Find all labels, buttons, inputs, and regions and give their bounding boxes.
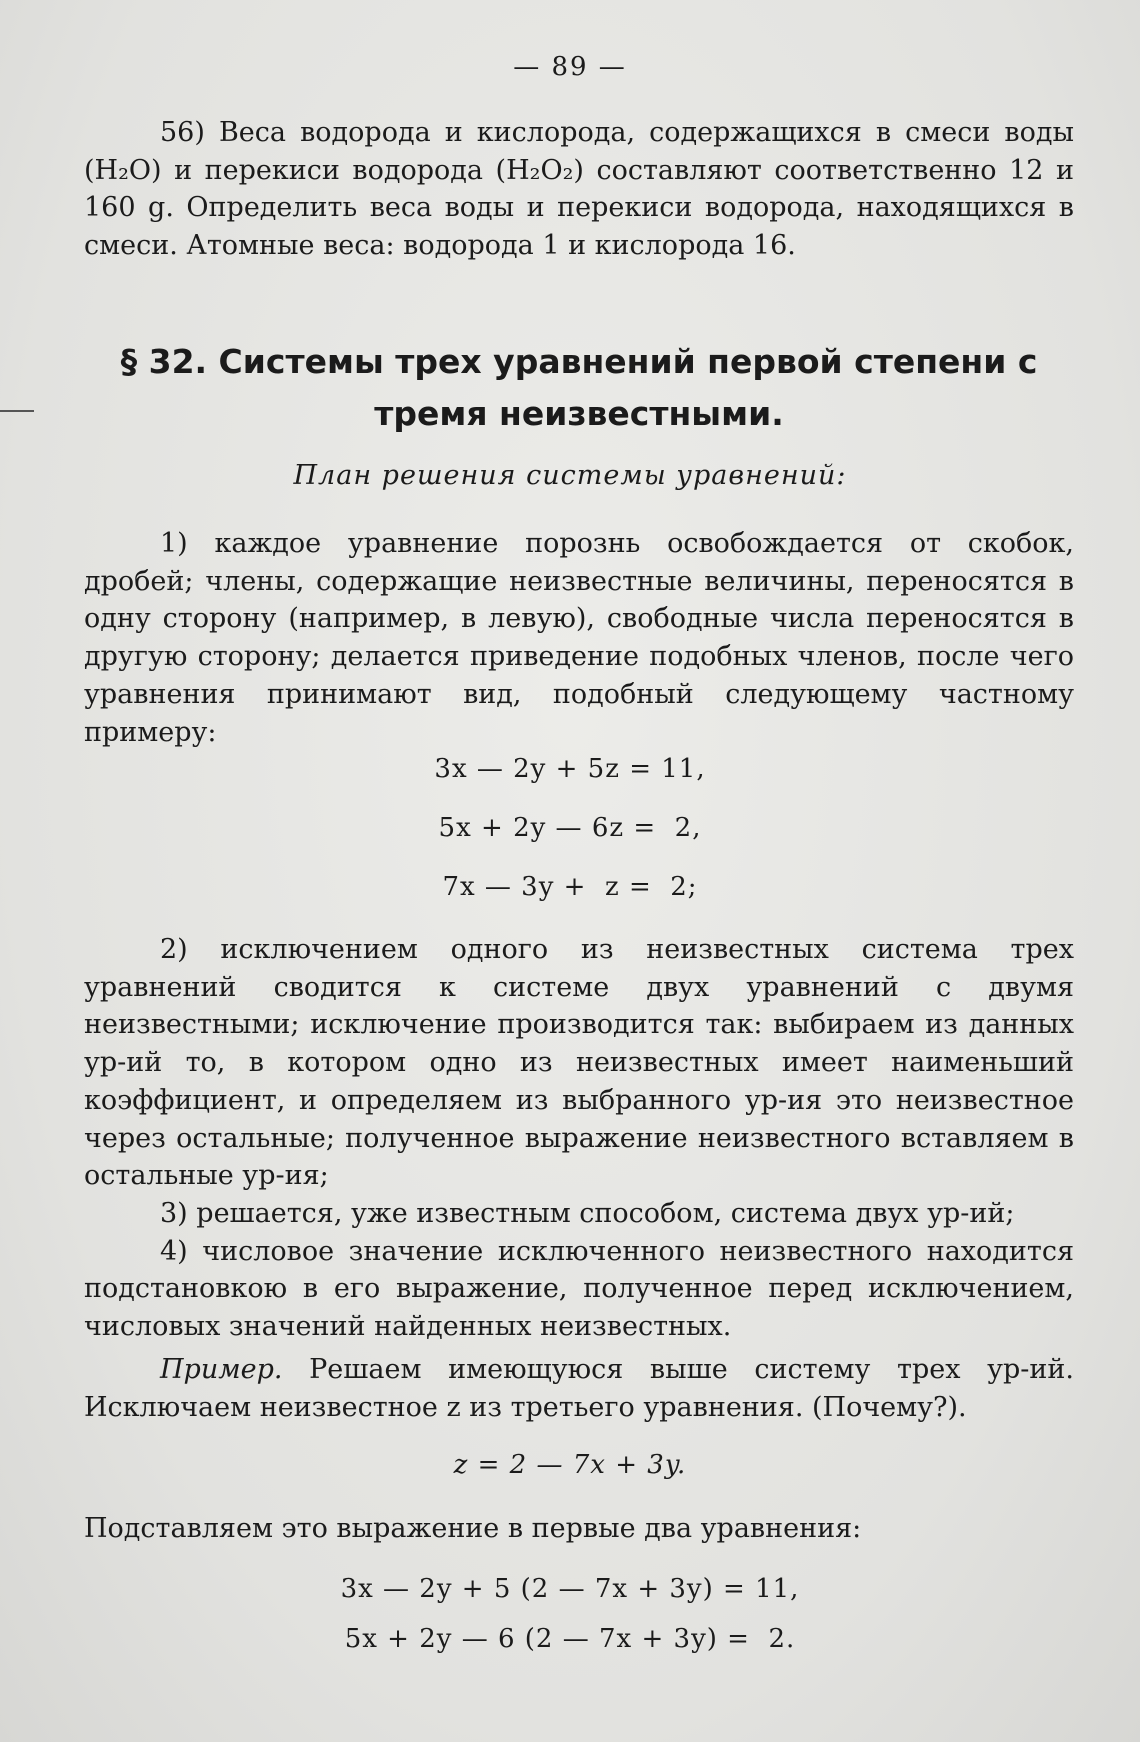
step-1-text: 1) каждое уравнение порознь освобождается от скобок, дробей; члены, содержащие неизвестные величины, переносятся в одну сторону (например, в левую), свободные числа переносятся в другую сторону; делается приведение подобных членов, после чего уравнения принимают вид, подобный следующему частному примеру: xyxy=(84,528,1074,748)
example-label: Пример. xyxy=(160,1354,283,1385)
z-expression: z = 2 — 7x + 3y. xyxy=(453,1450,687,1480)
section-title: § 32. Системы трех уравнений первой степени с тремя неизвестными. xyxy=(120,342,1038,433)
substitute-block xyxy=(84,1510,1074,1548)
system-eq-1: 3x — 2y + 5z = 11, xyxy=(434,754,706,784)
system-eq-3: 7x — 3y + z = 2; xyxy=(442,872,698,902)
step-2-text: 2) исключением одного из неизвестных система трех уравнений сводится к системе двух уравнений с двумя неизвестными; исключение производится так: выбираем из данных ур-ий то, в котором одно из неизвестных имеет наименьший коэффициент, и определяем из выбранного ур-ия это неизвестное через остальные; полученное выражение неизвестного вставляем в остальные ур-ия; xyxy=(84,934,1074,1192)
steps-2-4-block xyxy=(84,931,1074,1346)
page-number: — 89 — xyxy=(513,52,627,82)
margin-mark xyxy=(0,410,34,412)
substituted-eq-2: 5x + 2y — 6 (2 — 7x + 3y) = 2. xyxy=(344,1624,796,1654)
substitute-text: Подставляем это выражение в первые два уравнения: xyxy=(84,1513,862,1544)
problem-56-block xyxy=(84,114,1074,265)
step-1-block xyxy=(84,525,1074,751)
substituted-eq-1: 3x — 2y + 5 (2 — 7x + 3y) = 11, xyxy=(340,1574,800,1604)
example-block xyxy=(84,1351,1074,1426)
plan-heading: План решения системы уравнений: xyxy=(293,460,847,491)
example-text: Решаем имеющуюся выше систему трех ур-ий. Исключаем неизвестное z из третьего уравнения. (Почему?). xyxy=(84,1354,1074,1423)
step-3-text: 3) решается, уже известным способом, система двух ур-ий; xyxy=(160,1197,1015,1229)
problem-56-text: 56) Веса водорода и кислорода, содержащихся в смеси воды (H₂O) и перекиси водорода (H₂O₂) составляют соответственно 12 и 160 g. Определить веса воды и перекиси водорода, находящихся в смеси. Атомные веса: водорода 1 и кислорода 16. xyxy=(84,117,1074,262)
system-eq-2: 5x + 2y — 6z = 2, xyxy=(438,813,702,843)
example-paragraph xyxy=(84,1351,1074,1426)
step-4-text: 4) числовое значение исключенного неизвестного находится подстановкою в его выражение, полученное перед исключением, числовых значений найденных неизвестных. xyxy=(84,1235,1074,1343)
